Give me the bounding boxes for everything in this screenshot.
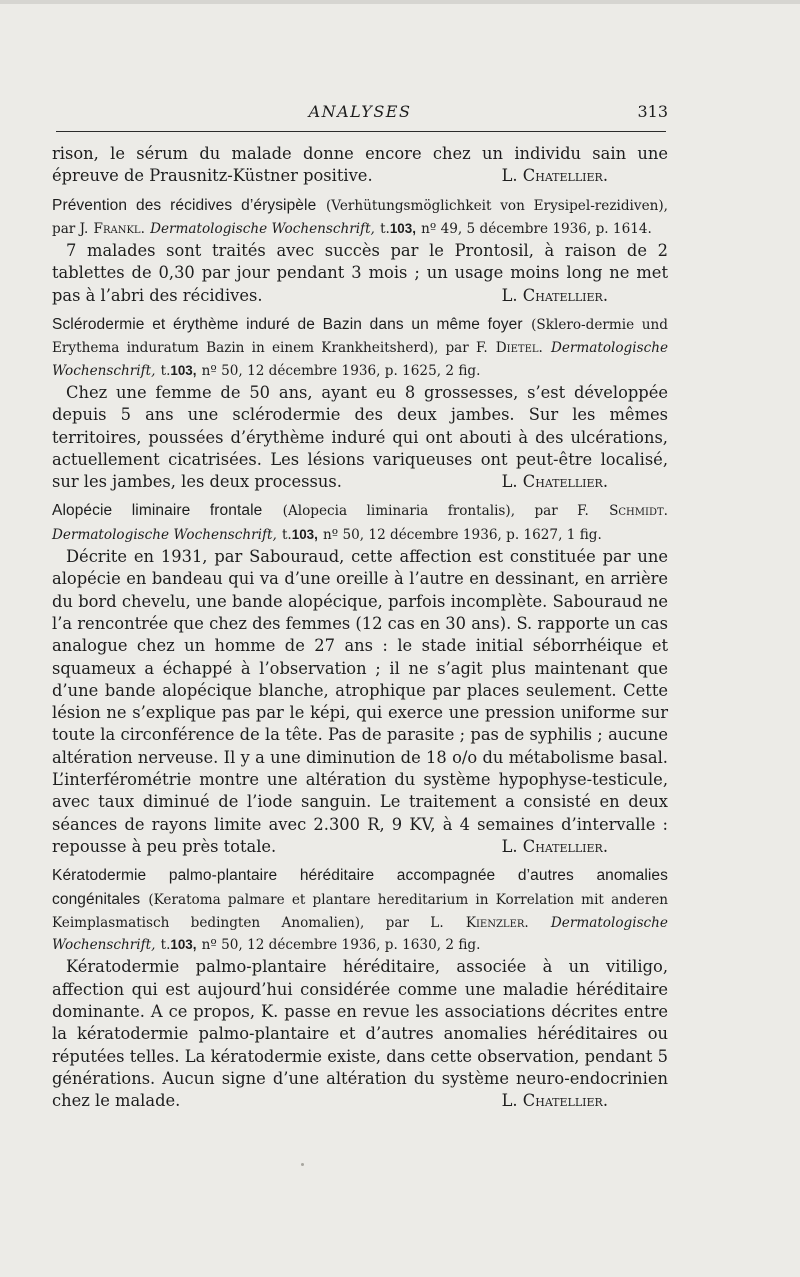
signature: L. Chatellier. [501, 285, 608, 305]
article-reference [52, 313, 668, 382]
article-ref-post: nº 50, 12 décembre 1936, p. 1625, 2 fig. [201, 362, 481, 379]
article-reference [52, 194, 668, 241]
article-body [52, 956, 668, 1112]
article-body [52, 382, 668, 493]
article-vol-pre: t. [281, 526, 292, 543]
header-rule [56, 131, 666, 132]
intro-text: rison, le sérum du malade donne encore chez un individu sain une épreuve de Prausnitz-Küstner positive. [52, 144, 668, 186]
article-ref-post: nº 49, 5 décembre 1936, p. 1614. [421, 220, 652, 237]
article-volume: 103, [389, 220, 416, 236]
paper-speck [301, 1163, 304, 1166]
article-ref-post: nº 50, 12 décembre 1936, p. 1630, 2 fig. [201, 937, 481, 954]
article-vol-pre: t. [160, 937, 171, 954]
signature: L. Chatellier. [501, 1091, 608, 1111]
signature: L. Chatellier. [501, 836, 608, 856]
signature: L. Chatellier. [501, 472, 608, 492]
article-volume: 103, [170, 362, 197, 378]
article-vol-pre: t. [160, 362, 171, 379]
page-number: 313 [637, 102, 668, 121]
signature: L. Chatellier. [501, 166, 608, 186]
article-title: Sclérodermie et érythème induré de Bazin dans un même foyer [52, 316, 523, 334]
page-header [52, 96, 668, 126]
page-top-edge [0, 0, 800, 4]
running-title: ANALYSES [308, 102, 412, 121]
article-ref-author: Frankl. [93, 220, 145, 237]
article-ref-pre: (Verhütungsmöglichkeit von Erysipel-rezidiven), par J. [52, 197, 668, 237]
article-ref-author: Dietel. [495, 340, 543, 357]
article-ref-pre: (Keratoma palmare et plantare hereditarium in Korrelation mit anderen Keimplasmatisch bedingten Anomalien), par L. [52, 891, 668, 931]
article-body-text: Kératodermie palmo-plantaire héréditaire, associée à un vitiligo, affection qui est aujourd’hui considérée comme une maladie héréditaire dominante. A ce propos, K. passe en revue les associations décrites entre la kératodermie palmo-plantaire et d’autres anomalies héréditaires ou réputées telles. La kératodermie existe, dans cette observation, pendant 5 générations. Aucun signe d’une altération du système neuro-endocrinien chez le malade. [52, 957, 668, 1111]
article-title: Alopécie liminaire frontale [52, 502, 263, 520]
article-journal: Dermatologische Wochenschrift, [52, 914, 668, 954]
article-reference [52, 499, 668, 546]
article-ref-author: Schmidt. [609, 503, 668, 520]
article-sclerodermie-bazin [52, 313, 668, 493]
article-body [52, 546, 668, 858]
article-body-text: Chez une femme de 50 ans, ayant eu 8 grossesses, s’est développée depuis 5 ans une sclérodermie des deux jambes. Sur les mêmes territoires, poussées d’érythème induré qui ont abouti à des ulcérations, actuellement cicatrisées. Les lésions variqueuses ont peut-être localisé, sur les jambes, les deux processus. [52, 382, 668, 492]
article-ref-pre: (Sklero-dermie und Erythema induratum Bazin in einem Krankheitsherd), par F. [52, 317, 669, 357]
article-title: Prévention des récidives d’érysipèle [52, 196, 317, 214]
article-keratodermie [52, 864, 668, 1112]
article-body-text: Décrite en 1931, par Sabouraud, cette affection est constituée par une alopécie en bandeau qui va d’une oreille à l’autre en dessinant, en arrière du bord chevelu, une bande alopécique, parfois incomplète. Sabouraud ne l’a rencontrée que chez des femmes (12 cas en 30 ans). S. rapporte un cas analogue chez un homme de 27 ans : le stade initial séborrhéique et squameux a échappé à l’observation ; il ne s’agit plus maintenant que d’une bande alopécique blanche, atrophique par places seulement. Cette lésion ne s’explique pas par le képi, qui exerce une pression uniforme sur toute la circonférence de la tête. Pas de parasite ; pas de syphilis ; aucune altération nerveuse. Il y a une diminution de 18 o/o du métabolisme basal. L’interférométrie montre une altération du système hypophyse-testicule, avec taux diminué de l’iode sanguin. Le traitement a consisté en deux séances de rayons limite avec 2.300 R, 9 KV, à 4 semaines d’intervalle : repousse à peu près totale. [52, 547, 668, 856]
article-reference [52, 864, 668, 956]
article-journal: Dermatologische Wochenschrift, [52, 340, 668, 379]
intro-paragraph [52, 143, 668, 188]
article-body-text: 7 malades sont traités avec succès par le Prontosil, à raison de 2 tablettes de 0,30 par jour pendant 3 mois ; un usage moins long ne met pas à l’abri des récidives. [52, 241, 668, 305]
article-ref-author: Kienzler. [465, 914, 529, 931]
article-journal: Dermatologische Wochenschrift, [52, 526, 277, 543]
article-alopecie-liminaire [52, 499, 668, 858]
article-body [52, 240, 668, 307]
article-journal: Dermatologische Wochenschrift, [150, 220, 375, 237]
article-volume: 103, [291, 526, 318, 542]
article-vol-pre: t. [380, 220, 390, 237]
article-ref-pre: (Alopecia liminaria frontalis), par F. [282, 503, 589, 520]
article-title: Kératodermie palmo-plantaire héréditaire accompagnée d’autres anomalies congénitales [52, 867, 668, 908]
article-prevention-erysipele [52, 194, 668, 307]
article-volume: 103, [170, 937, 197, 953]
article-ref-post: nº 50, 12 décembre 1936, p. 1627, 1 fig. [323, 526, 602, 543]
page-content [52, 143, 668, 1112]
